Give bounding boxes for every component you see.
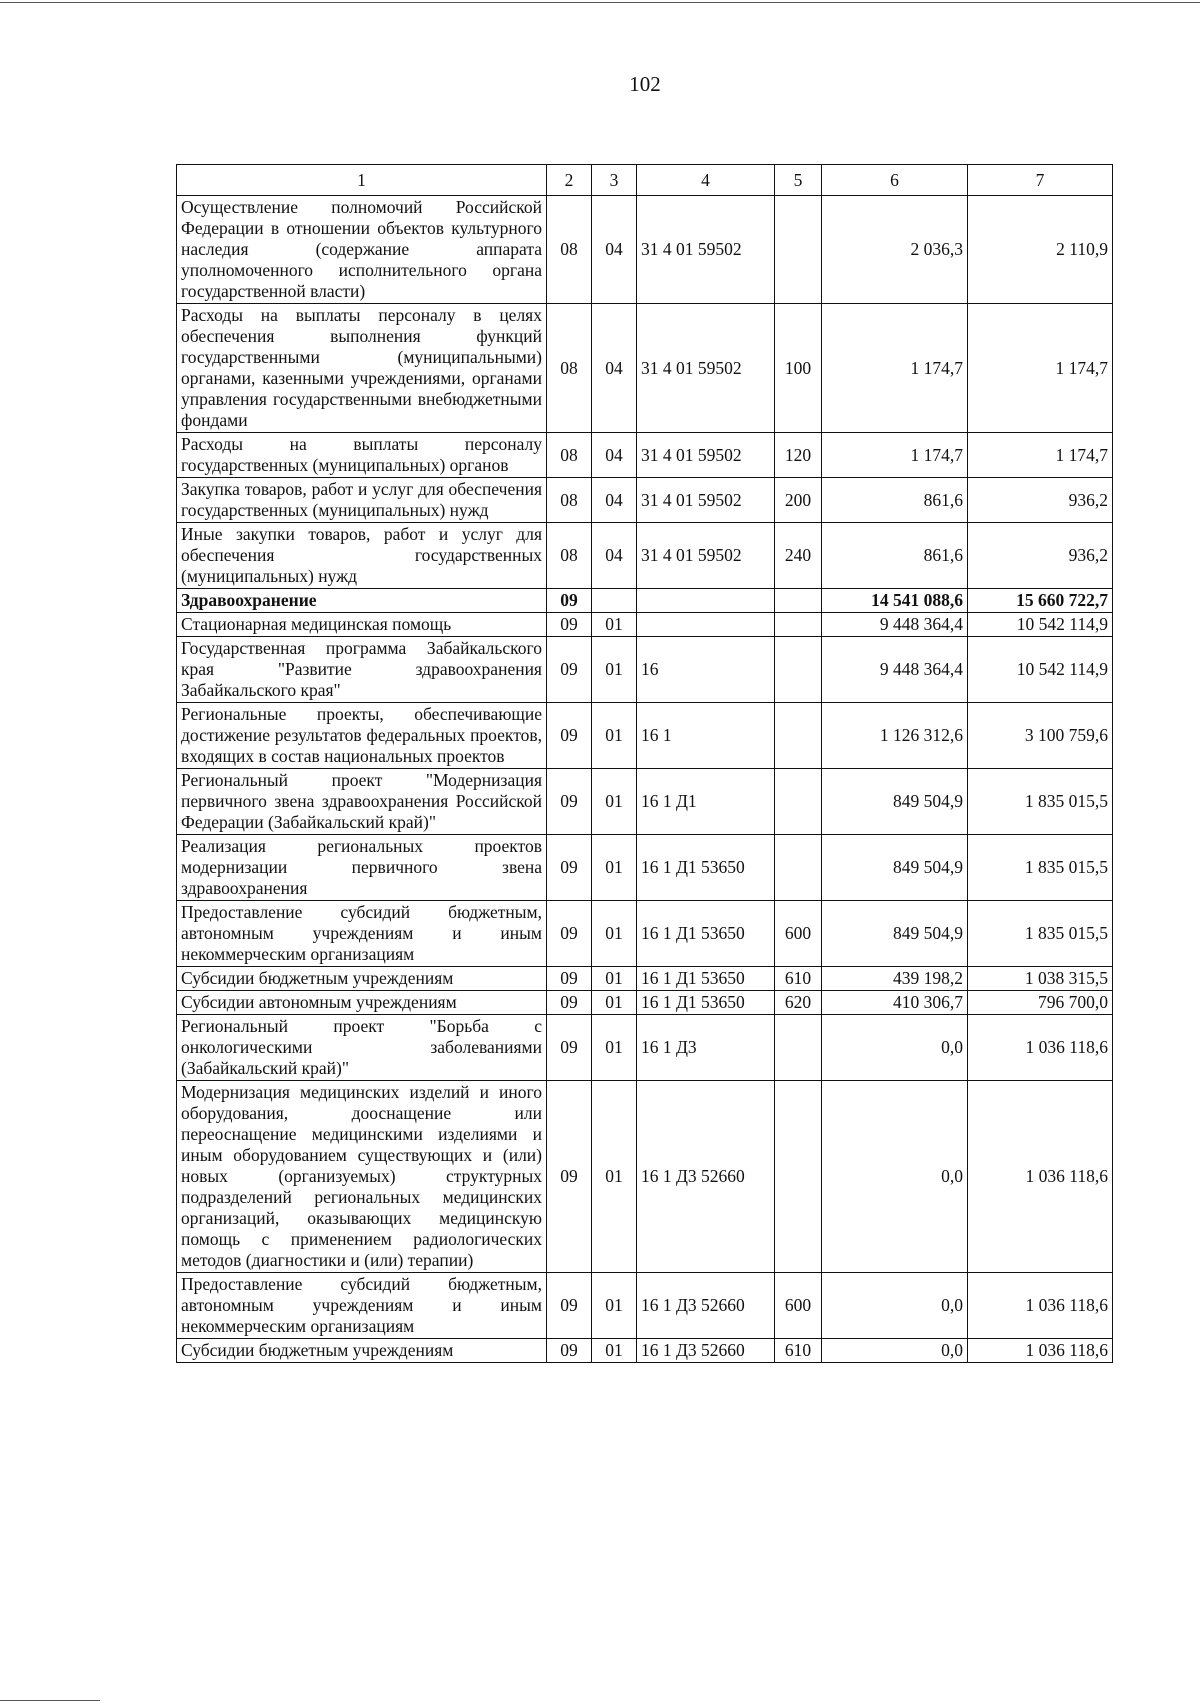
expense-type-cell	[775, 703, 822, 769]
row-name-cell: Субсидии бюджетным учреждениям	[177, 1339, 547, 1363]
row-name-cell: Региональный проект "Борьба с онкологическими заболеваниями (Забайкальский край)"	[177, 1015, 547, 1081]
row-name-cell: Расходы на выплаты персоналу государственных (муниципальных) органов	[177, 433, 547, 478]
row-name-cell: Реализация региональных проектов модернизации первичного звена здравоохранения	[177, 835, 547, 901]
amount-year-1-cell: 849 504,9	[822, 901, 968, 967]
subsection-code-cell: 04	[592, 523, 637, 589]
table-body	[177, 196, 1113, 1363]
table-row	[177, 703, 1113, 769]
section-code-cell: 09	[547, 703, 592, 769]
subsection-code-cell: 01	[592, 1081, 637, 1273]
expense-type-cell: 610	[775, 1339, 822, 1363]
section-code-cell: 09	[547, 901, 592, 967]
amount-year-2-cell: 3 100 759,6	[968, 703, 1113, 769]
amount-year-1-cell: 9 448 364,4	[822, 613, 968, 637]
subsection-code-cell	[592, 589, 637, 613]
table-row	[177, 901, 1113, 967]
amount-year-1-cell: 14 541 088,6	[822, 589, 968, 613]
target-article-cell: 16 1 Д3	[637, 1015, 775, 1081]
amount-year-2-cell: 1 036 118,6	[968, 1339, 1113, 1363]
expense-type-cell	[775, 613, 822, 637]
row-name-cell: Региональные проекты, обеспечивающие достижение результатов федеральных проектов, входящих в состав национальных проектов	[177, 703, 547, 769]
amount-year-2-cell: 1 835 015,5	[968, 901, 1113, 967]
amount-year-2-cell: 1 036 118,6	[968, 1081, 1113, 1273]
bottom-rule	[0, 1700, 100, 1701]
subsection-code-cell: 04	[592, 304, 637, 433]
row-name-cell: Здравоохранение	[177, 589, 547, 613]
amount-year-1-cell: 861,6	[822, 478, 968, 523]
subsection-code-cell: 04	[592, 478, 637, 523]
expense-type-cell	[775, 835, 822, 901]
row-name-cell: Иные закупки товаров, работ и услуг для обеспечения государственных (муниципальных) нужд	[177, 523, 547, 589]
amount-year-1-cell: 410 306,7	[822, 991, 968, 1015]
table-row	[177, 1015, 1113, 1081]
amount-year-2-cell: 2 110,9	[968, 196, 1113, 304]
row-name-cell: Субсидии бюджетным учреждениям	[177, 967, 547, 991]
target-article-cell: 31 4 01 59502	[637, 433, 775, 478]
amount-year-2-cell: 10 542 114,9	[968, 613, 1113, 637]
section-code-cell: 09	[547, 991, 592, 1015]
table-row	[177, 613, 1113, 637]
table-row	[177, 835, 1113, 901]
row-name-cell: Государственная программа Забайкальского края "Развитие здравоохранения Забайкальского края"	[177, 637, 547, 703]
expense-type-cell: 240	[775, 523, 822, 589]
section-code-cell: 09	[547, 1339, 592, 1363]
amount-year-1-cell: 1 126 312,6	[822, 703, 968, 769]
amount-year-1-cell: 0,0	[822, 1081, 968, 1273]
amount-year-1-cell: 2 036,3	[822, 196, 968, 304]
subsection-code-cell: 01	[592, 613, 637, 637]
amount-year-1-cell: 439 198,2	[822, 967, 968, 991]
expense-type-cell	[775, 196, 822, 304]
row-name-cell: Осуществление полномочий Российской Федерации в отношении объектов культурного наследия (содержание аппарата уполномоченного исполнительного органа государственной власти)	[177, 196, 547, 304]
target-article-cell: 16	[637, 637, 775, 703]
amount-year-2-cell: 1 036 118,6	[968, 1273, 1113, 1339]
table-row	[177, 304, 1113, 433]
header-col-5: 5	[775, 165, 822, 196]
section-code-cell: 09	[547, 589, 592, 613]
amount-year-1-cell: 9 448 364,4	[822, 637, 968, 703]
subsection-code-cell: 01	[592, 967, 637, 991]
section-code-cell: 09	[547, 769, 592, 835]
table-row	[177, 769, 1113, 835]
amount-year-1-cell: 1 174,7	[822, 304, 968, 433]
table-row	[177, 589, 1113, 613]
expense-type-cell: 620	[775, 991, 822, 1015]
expense-type-cell: 200	[775, 478, 822, 523]
amount-year-2-cell: 796 700,0	[968, 991, 1113, 1015]
target-article-cell: 16 1 Д1 53650	[637, 991, 775, 1015]
table-row	[177, 433, 1113, 478]
row-name-cell: Региональный проект "Модернизация первичного звена здравоохранения Российской Федерации (Забайкальский край)"	[177, 769, 547, 835]
table-row	[177, 637, 1113, 703]
amount-year-2-cell: 15 660 722,7	[968, 589, 1113, 613]
page-number: 102	[629, 72, 661, 96]
row-name-cell: Предоставление субсидий бюджетным, автономным учреждениям и иным некоммерческим организациям	[177, 1273, 547, 1339]
section-code-cell: 08	[547, 196, 592, 304]
table-row	[177, 1339, 1113, 1363]
expense-type-cell: 600	[775, 1273, 822, 1339]
section-code-cell: 08	[547, 478, 592, 523]
header-col-7: 7	[968, 165, 1113, 196]
table-row	[177, 991, 1113, 1015]
target-article-cell: 31 4 01 59502	[637, 478, 775, 523]
target-article-cell: 16 1 Д1 53650	[637, 967, 775, 991]
amount-year-1-cell: 0,0	[822, 1339, 968, 1363]
target-article-cell: 31 4 01 59502	[637, 196, 775, 304]
row-name-cell: Модернизация медицинских изделий и иного оборудования, дооснащение или переоснащение медицинскими изделиями и иным оборудованием существующих и (или) новых (организуемых) структурных подразделений региональных медицинских организаций, оказывающих медицинскую помощь с применением радиологических методов (диагностики и (или) терапии)	[177, 1081, 547, 1273]
section-code-cell: 08	[547, 433, 592, 478]
section-code-cell: 09	[547, 637, 592, 703]
expense-type-cell	[775, 769, 822, 835]
subsection-code-cell: 04	[592, 433, 637, 478]
expense-type-cell: 120	[775, 433, 822, 478]
section-code-cell: 09	[547, 1081, 592, 1273]
header-col-1: 1	[177, 165, 547, 196]
amount-year-1-cell: 849 504,9	[822, 769, 968, 835]
row-name-cell: Расходы на выплаты персоналу в целях обеспечения выполнения функций государственными (муниципальными) органами, казенными учреждениями, органами управления государственными внебюджетными фондами	[177, 304, 547, 433]
top-rule	[0, 2, 1200, 3]
subsection-code-cell: 01	[592, 1015, 637, 1081]
expense-type-cell	[775, 1081, 822, 1273]
target-article-cell: 16 1	[637, 703, 775, 769]
section-code-cell: 09	[547, 613, 592, 637]
row-name-cell: Субсидии автономным учреждениям	[177, 991, 547, 1015]
subsection-code-cell: 01	[592, 769, 637, 835]
target-article-cell: 16 1 Д3 52660	[637, 1081, 775, 1273]
expense-type-cell: 600	[775, 901, 822, 967]
target-article-cell: 31 4 01 59502	[637, 523, 775, 589]
subsection-code-cell: 01	[592, 1339, 637, 1363]
target-article-cell: 16 1 Д3 52660	[637, 1273, 775, 1339]
target-article-cell: 31 4 01 59502	[637, 304, 775, 433]
table-row	[177, 1081, 1113, 1273]
table-row	[177, 196, 1113, 304]
subsection-code-cell: 01	[592, 637, 637, 703]
amount-year-2-cell: 1 174,7	[968, 433, 1113, 478]
target-article-cell	[637, 589, 775, 613]
target-article-cell: 16 1 Д1 53650	[637, 835, 775, 901]
amount-year-2-cell: 1 036 118,6	[968, 1015, 1113, 1081]
table-row	[177, 478, 1113, 523]
section-code-cell: 08	[547, 304, 592, 433]
section-code-cell: 08	[547, 523, 592, 589]
header-col-4: 4	[637, 165, 775, 196]
amount-year-2-cell: 10 542 114,9	[968, 637, 1113, 703]
amount-year-2-cell: 1 174,7	[968, 304, 1113, 433]
amount-year-1-cell: 849 504,9	[822, 835, 968, 901]
section-code-cell: 09	[547, 967, 592, 991]
table-row	[177, 967, 1113, 991]
subsection-code-cell: 01	[592, 703, 637, 769]
target-article-cell: 16 1 Д1 53650	[637, 901, 775, 967]
header-col-6: 6	[822, 165, 968, 196]
header-row	[177, 165, 1113, 196]
section-code-cell: 09	[547, 1273, 592, 1339]
subsection-code-cell: 01	[592, 835, 637, 901]
expense-type-cell: 610	[775, 967, 822, 991]
section-code-cell: 09	[547, 835, 592, 901]
amount-year-2-cell: 936,2	[968, 478, 1113, 523]
target-article-cell	[637, 613, 775, 637]
row-name-cell: Стационарная медицинская помощь	[177, 613, 547, 637]
budget-table	[176, 164, 1113, 1363]
amount-year-1-cell: 0,0	[822, 1015, 968, 1081]
subsection-code-cell: 04	[592, 196, 637, 304]
expense-type-cell: 100	[775, 304, 822, 433]
amount-year-2-cell: 936,2	[968, 523, 1113, 589]
amount-year-2-cell: 1 835 015,5	[968, 769, 1113, 835]
target-article-cell: 16 1 Д1	[637, 769, 775, 835]
table-row	[177, 523, 1113, 589]
amount-year-1-cell: 0,0	[822, 1273, 968, 1339]
table-row	[177, 1273, 1113, 1339]
subsection-code-cell: 01	[592, 991, 637, 1015]
expense-type-cell	[775, 589, 822, 613]
amount-year-2-cell: 1 835 015,5	[968, 835, 1113, 901]
target-article-cell: 16 1 Д3 52660	[637, 1339, 775, 1363]
amount-year-1-cell: 1 174,7	[822, 433, 968, 478]
header-col-3: 3	[592, 165, 637, 196]
expense-type-cell	[775, 637, 822, 703]
amount-year-1-cell: 861,6	[822, 523, 968, 589]
subsection-code-cell: 01	[592, 901, 637, 967]
amount-year-2-cell: 1 038 315,5	[968, 967, 1113, 991]
section-code-cell: 09	[547, 1015, 592, 1081]
subsection-code-cell: 01	[592, 1273, 637, 1339]
expense-type-cell	[775, 1015, 822, 1081]
header-col-2: 2	[547, 165, 592, 196]
row-name-cell: Закупка товаров, работ и услуг для обеспечения государственных (муниципальных) нужд	[177, 478, 547, 523]
row-name-cell: Предоставление субсидий бюджетным, автономным учреждениям и иным некоммерческим организациям	[177, 901, 547, 967]
